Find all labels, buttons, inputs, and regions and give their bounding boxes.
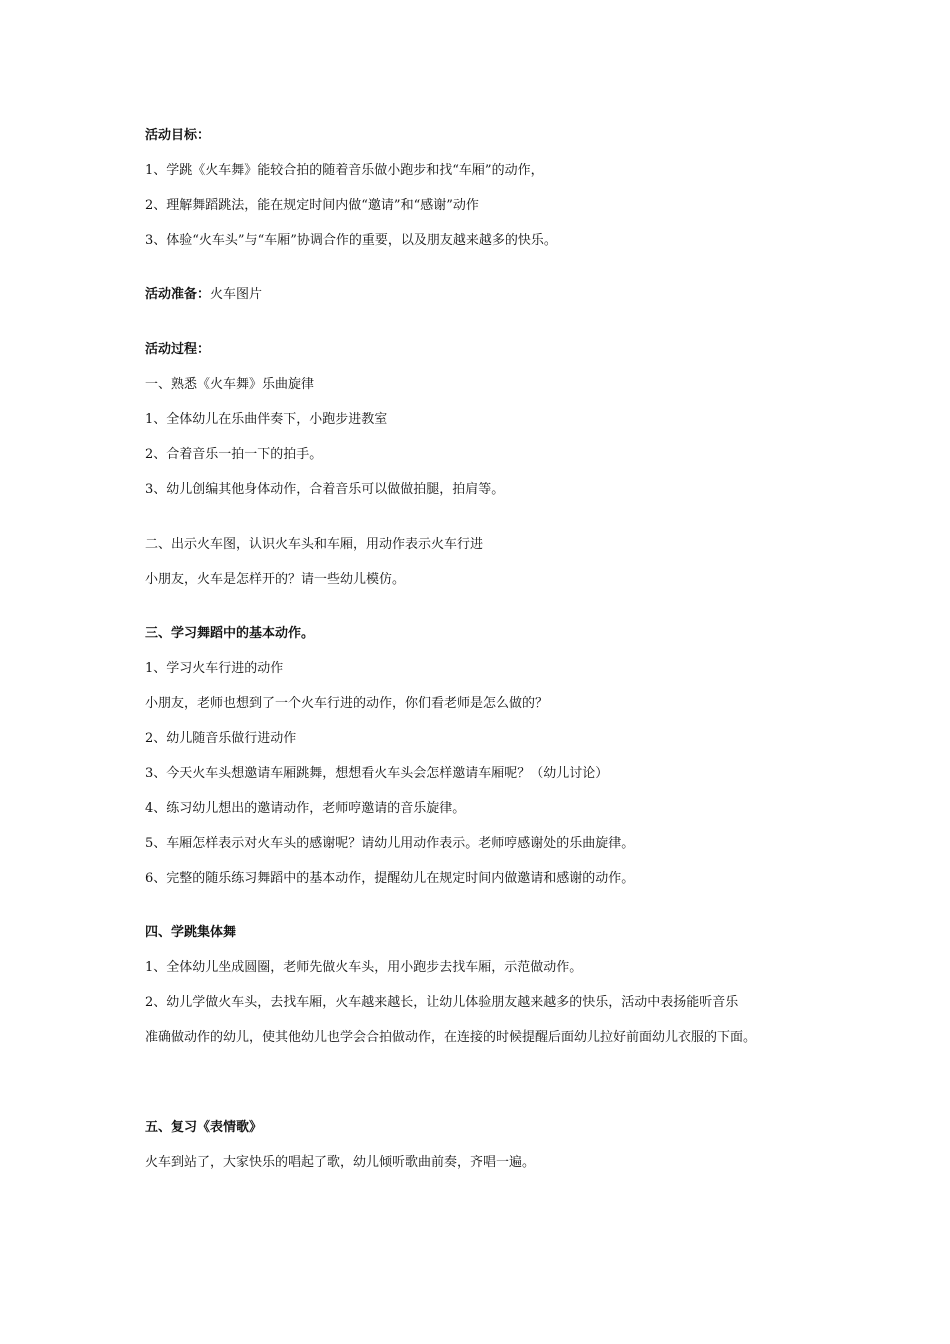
section-title: 一、熟悉《火车舞》乐曲旋律 xyxy=(145,377,315,392)
section-title: 五、复习《表情歌》 xyxy=(145,1120,263,1135)
section-line: 6、完整的随乐练习舞蹈中的基本动作，提醒幼儿在规定时间内做邀请和感谢的动作。 xyxy=(145,871,635,886)
section-line: 3、幼儿创编其他身体动作，合着音乐可以做做拍腿，拍肩等。 xyxy=(145,482,505,497)
prep-value: 火车图片 xyxy=(210,287,263,302)
goal-item: 2、理解舞蹈跳法，能在规定时间内做“邀请”和“感谢”动作 xyxy=(145,198,479,213)
section-line: 准确做动作的幼儿，使其他幼儿也学会合拍做动作，在连接的时候提醒后面幼儿拉好前面幼儿衣服的下面。 xyxy=(145,1030,757,1045)
section-line: 1、全体幼儿坐成圆圈，老师先做火车头，用小跑步去找车厢，示范做动作。 xyxy=(145,960,583,975)
goal-item: 1、学跳《火车舞》能较合拍的随着音乐做小跑步和找“车厢”的动作， xyxy=(145,163,544,178)
section-title: 二、出示火车图，认识火车头和车厢，用动作表示火车行进 xyxy=(145,537,484,552)
section-line: 4、练习幼儿想出的邀请动作，老师哼邀请的音乐旋律。 xyxy=(145,801,466,816)
goal-item: 3、体验“火车头”与“车厢”协调合作的重要，以及朋友越来越多的快乐。 xyxy=(145,233,557,248)
section-line: 3、今天火车头想邀请车厢跳舞，想想看火车头会怎样邀请车厢呢？（幼儿讨论） xyxy=(145,766,609,781)
prep-label: 活动准备： xyxy=(145,287,211,302)
section-line: 1、全体幼儿在乐曲伴奏下，小跑步进教室 xyxy=(145,412,388,427)
section-line: 5、车厢怎样表示对火车头的感谢呢？请幼儿用动作表示。老师哼感谢处的乐曲旋律。 xyxy=(145,836,635,851)
section-title: 四、学跳集体舞 xyxy=(145,925,237,940)
prep-line xyxy=(145,286,262,304)
section-line: 2、幼儿学做火车头，去找车厢，火车越来越长，让幼儿体验朋友越来越多的快乐，活动中表扬能听音乐 xyxy=(145,995,739,1010)
section-line: 1、学习火车行进的动作 xyxy=(145,661,284,676)
section-line: 小朋友，火车是怎样开的？请一些幼儿模仿。 xyxy=(145,572,406,587)
section-title: 三、学习舞蹈中的基本动作。 xyxy=(145,626,315,641)
section-line: 火车到站了，大家快乐的唱起了歌，幼儿倾听歌曲前奏，齐唱一遍。 xyxy=(145,1155,536,1170)
section-line: 2、合着音乐一拍一下的拍手。 xyxy=(145,447,323,462)
section-line: 小朋友，老师也想到了一个火车行进的动作，你们看老师是怎么做的？ xyxy=(145,696,549,711)
goals-heading: 活动目标： xyxy=(145,128,211,143)
process-heading: 活动过程： xyxy=(145,342,211,357)
section-line: 2、幼儿随音乐做行进动作 xyxy=(145,731,297,746)
